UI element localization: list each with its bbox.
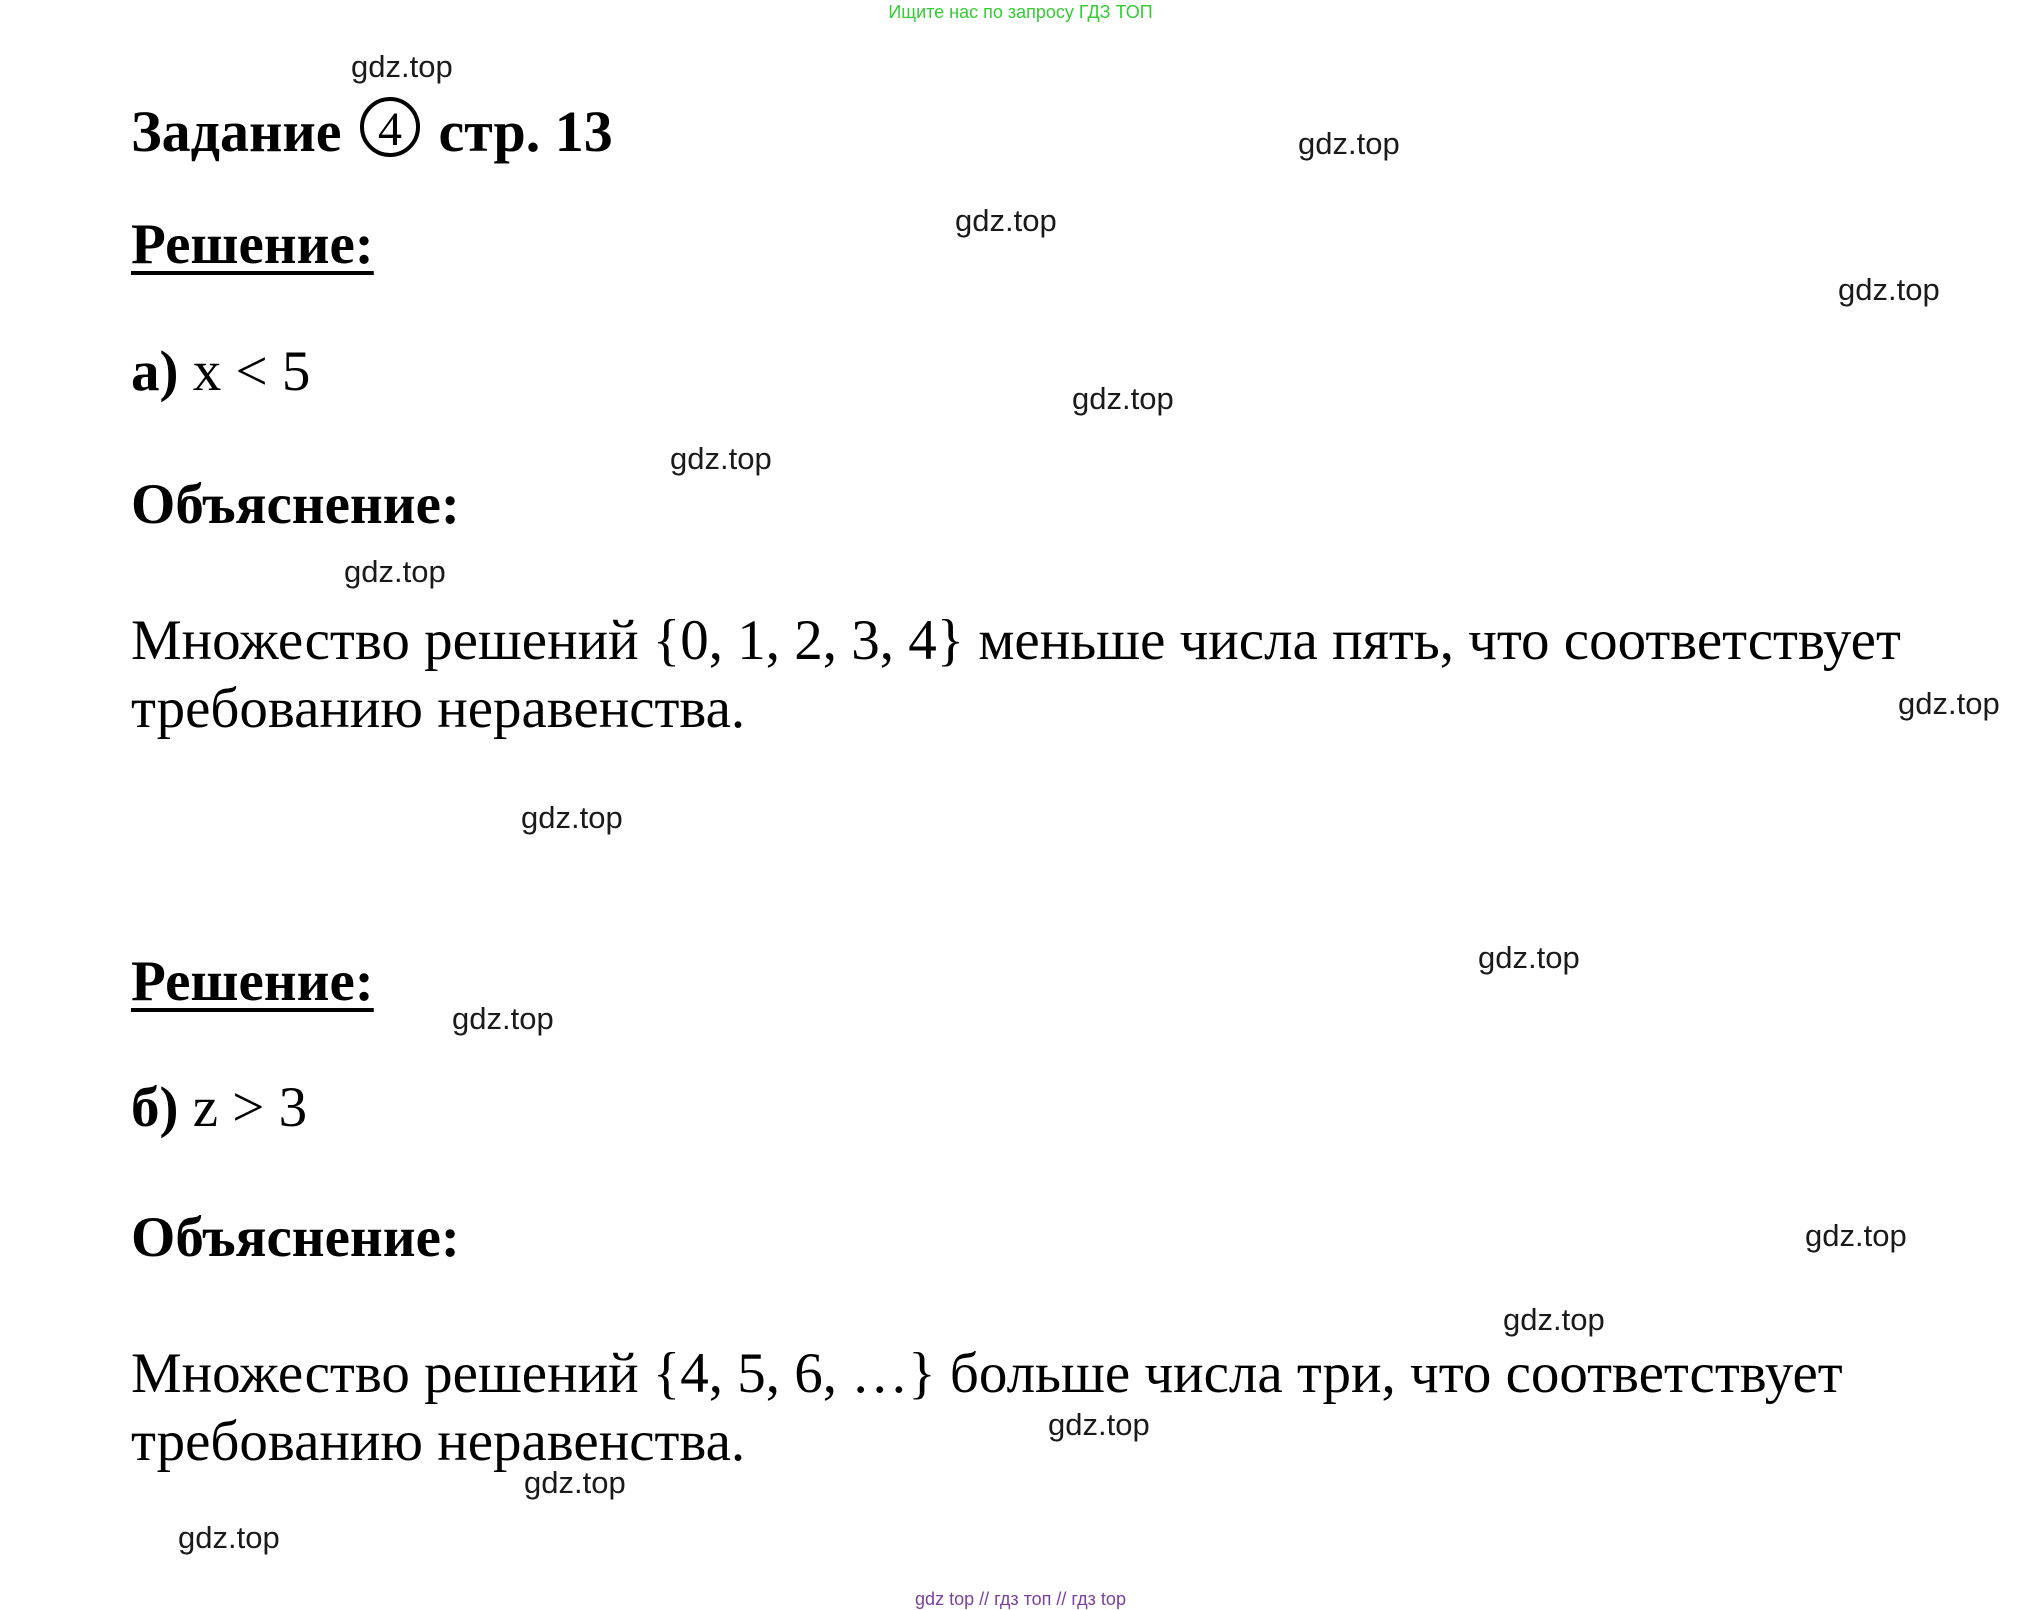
solution-heading-a: Решение: — [131, 213, 374, 276]
answer-a — [131, 337, 310, 407]
task-title — [131, 92, 613, 172]
watermark: gdz.top — [344, 554, 446, 589]
watermark: gdz.top — [178, 1520, 280, 1555]
top-banner — [0, 0, 2041, 24]
task-number-circle: 4 — [360, 97, 420, 157]
explanation-heading-b: Объяснение: — [131, 1206, 460, 1269]
watermark: gdz.top — [452, 1001, 554, 1036]
watermark: gdz.top — [1503, 1302, 1605, 1337]
watermark: gdz.top — [521, 800, 623, 835]
watermark: gdz.top — [1072, 381, 1174, 416]
watermark: gdz.top — [1805, 1218, 1907, 1253]
watermark: gdz.top — [1898, 686, 2000, 721]
answer-a-expression: x < 5 — [192, 340, 311, 403]
task-title-suffix: стр. 13 — [438, 99, 613, 164]
answer-b-expression: z > 3 — [192, 1076, 308, 1139]
explanation-text-a: Множество решений {0, 1, 2, 3, 4} меньше числа пять, что соответствует требованию неравенства. — [131, 609, 1901, 740]
explanation-text-b: Множество решений {4, 5, 6, …} больше числа три, что соответствует требованию неравенства. — [131, 1342, 1843, 1473]
watermark: gdz.top — [1478, 940, 1580, 975]
answer-a-label: а) — [131, 340, 179, 403]
answer-b-label: б) — [131, 1076, 179, 1139]
watermark: gdz.top — [1838, 272, 1940, 307]
watermark: gdz.top — [351, 49, 453, 84]
task-title-prefix: Задание — [131, 99, 342, 164]
solution-heading-b: Решение: — [131, 950, 374, 1013]
bottom-banner-text: gdz top // гдз топ // гдз top — [915, 1589, 1126, 1609]
explanation-heading-a: Объяснение: — [131, 473, 460, 536]
bottom-banner — [0, 1588, 2041, 1610]
watermark: gdz.top — [1298, 126, 1400, 161]
watermark: gdz.top — [1048, 1407, 1150, 1442]
watermark: gdz.top — [524, 1465, 626, 1500]
answer-b — [131, 1073, 307, 1143]
watermark: gdz.top — [670, 441, 772, 476]
top-banner-text: Ищите нас по запросу ГДЗ ТОП — [888, 2, 1153, 22]
watermark: gdz.top — [955, 203, 1057, 238]
